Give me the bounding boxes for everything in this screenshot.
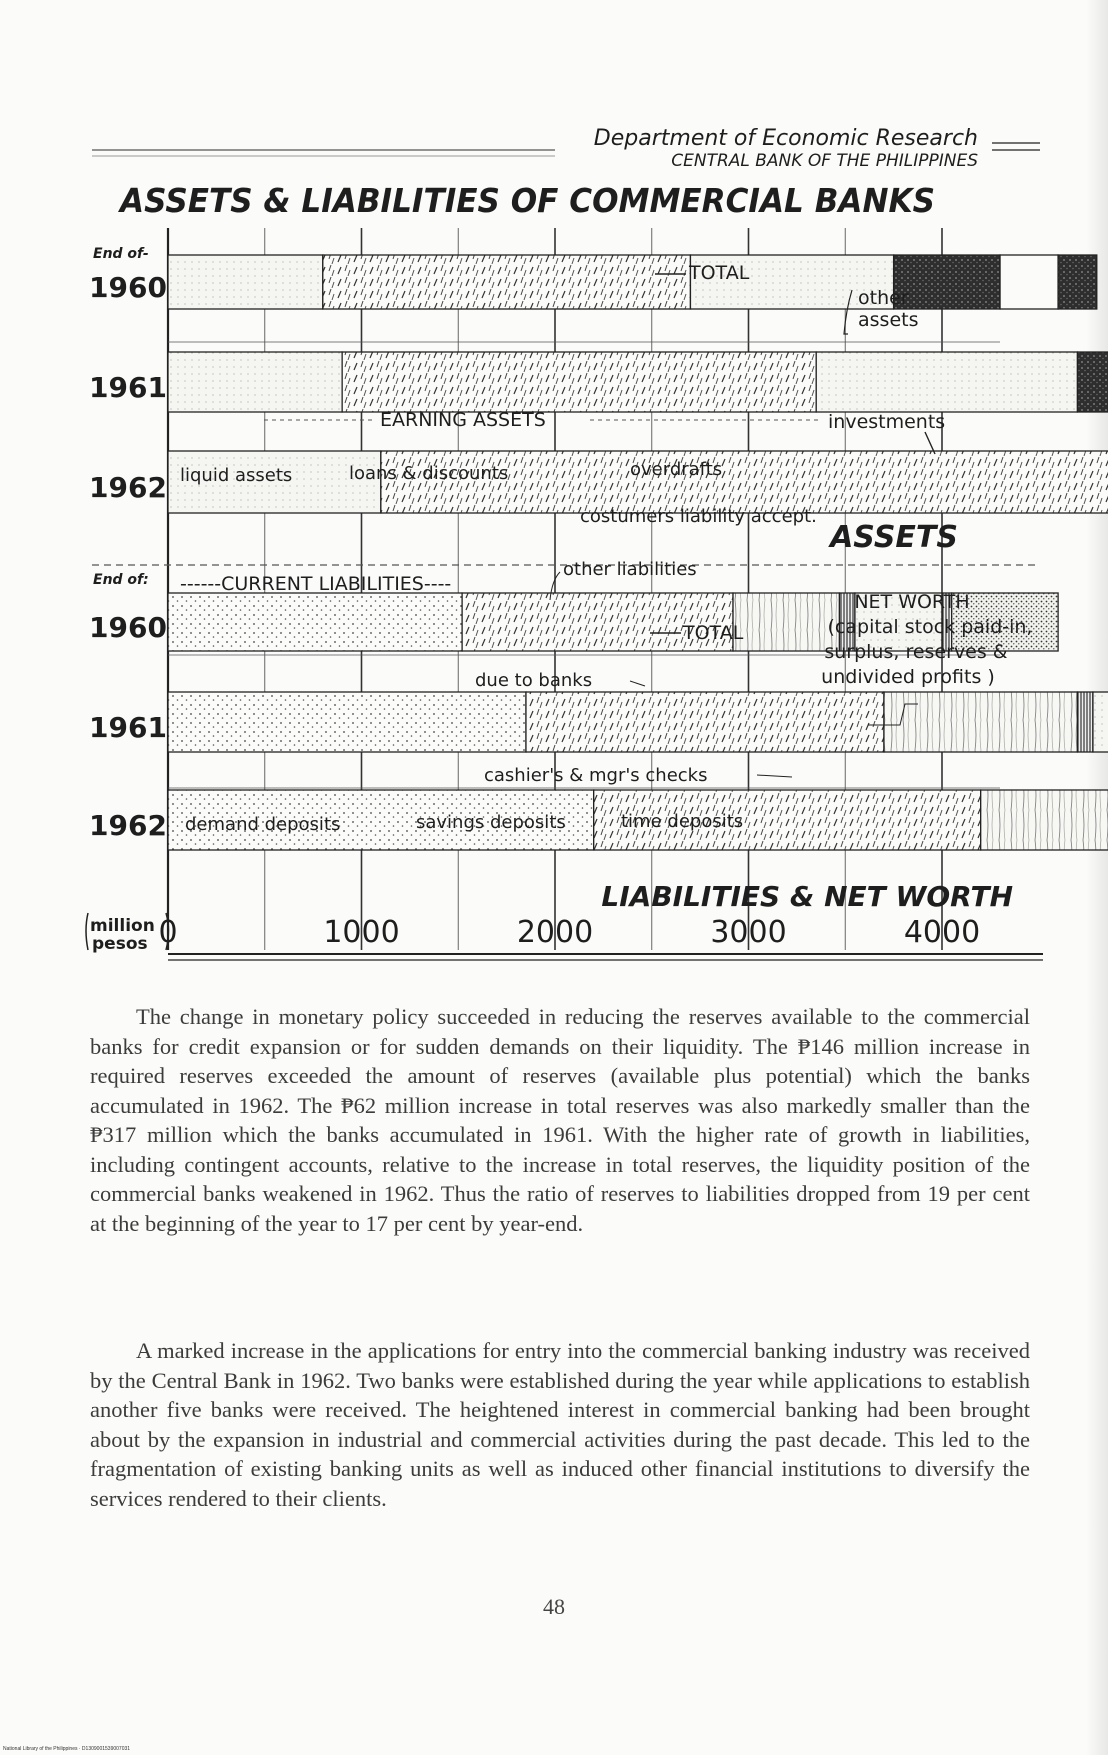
liabilities-bar-demand (168, 593, 462, 651)
assets-bar-overdrafts (816, 352, 1077, 412)
x-axis-label-million: million (90, 916, 155, 936)
year-label-liabilities: 1961 (89, 711, 167, 744)
liabilities-bar-due (1077, 692, 1092, 752)
assets-bar-loans (323, 255, 691, 309)
liabilities-bar-other (1093, 692, 1108, 752)
year-label-liabilities: 1960 (89, 611, 167, 644)
time-deposits-label: time deposits (621, 811, 744, 832)
paragraph-text: A marked increase in the applications for entry into the commercial banking industry was received by the Central Bank in 1962. Two banks were established during the year while applications to establish another five banks were received. The heightened interest in commercial banking had been brought about by the expansion in industrial and commercial activities during the past decade. This led to the fragmentation of existing banking units as well as induced other financial institutions to diversify the services rendered to their clients. (90, 1338, 1030, 1511)
assets-section-label: ASSETS (830, 520, 958, 555)
year-labels (89, 271, 167, 842)
liabilities-bar-savings (526, 692, 884, 752)
liabilities-section-label: LIABILITIES & NET WORTH (601, 880, 1013, 913)
paragraph-banking-applications (90, 1336, 1030, 1513)
x-axis-tick-label: 3000 (710, 915, 787, 950)
liquid-assets-label: liquid assets (180, 465, 293, 486)
other-assets-annotation-line2: assets (858, 309, 919, 331)
overdrafts-label: overdrafts (630, 459, 723, 480)
year-label-assets: 1962 (89, 471, 167, 504)
department-label: Department of Economic Research (593, 126, 978, 151)
current-liabilities-label: ------CURRENT LIABILITIES---- (180, 573, 452, 595)
x-axis-tick-label: 4000 (903, 915, 981, 950)
net-worth-annotation-title: NET WORTH (854, 591, 970, 613)
net-worth-annotation-line4: undivided profits ) (821, 666, 995, 688)
paragraph-text: The change in monetary policy succeeded in reducing the reserves available to the commercial banks for credit expansion or for sudden demands on their liquidity. The ₱146 million increase in required reserves exceeded the amount of reserves (available plus potential) which the banks accumulated in 1962. The ₱62 million increase in total reserves was also markedly smaller than the ₱317 million which the banks accumulated in 1961. With the higher rate of growth in liabilities, including contingent accounts, relative to the increase in total reserves, the liquidity position of the commercial banks weakened in 1962. Thus the ratio of reserves to liabilities dropped from 19 per cent at the beginning of the year to 17 per cent by year-end. (90, 1004, 1030, 1236)
x-axis-tick-labels (158, 915, 980, 950)
year-label-liabilities: 1962 (89, 809, 167, 842)
loans-discounts-label: loans & discounts (349, 463, 509, 484)
x-axis-tick-label: 1000 (323, 915, 400, 950)
x-axis-label-pesos: pesos (92, 934, 148, 954)
assets-bar-investments (1077, 352, 1108, 412)
investments-annotation: investments (828, 411, 946, 433)
liabilities-bar-time (981, 790, 1108, 850)
demand-deposits-label: demand deposits (185, 814, 341, 835)
liabilities-bar-time (884, 692, 1077, 752)
assets-total-annotation: TOTAL (689, 262, 750, 284)
assets-period-label: End of- (93, 246, 149, 262)
x-axis-label-paren-left (86, 913, 88, 950)
chart-title: ASSETS & LIABILITIES OF COMMERCIAL BANKS (117, 181, 935, 220)
footer-credit: National Library of the Philippines · D1309001539007031 (3, 1746, 131, 1752)
assets-bar-loans (342, 352, 816, 412)
savings-deposits-label: savings deposits (416, 812, 566, 833)
earning-assets-label: EARNING ASSETS (380, 409, 546, 431)
assets-bar-liquid (168, 352, 342, 412)
other-liabilities-annotation: other liabilities (563, 559, 697, 580)
other-assets-annotation-line1: other (858, 287, 909, 309)
assets-bar-liquid (168, 255, 323, 309)
cashiers-checks-pointer (757, 775, 792, 777)
page-number: 48 (543, 1594, 565, 1619)
due-to-banks-annotation: due to banks (475, 670, 593, 691)
net-worth-annotation-line3: surplus, reserves & (824, 641, 1008, 663)
paragraph-monetary-policy (90, 1002, 1030, 1238)
liabilities-total-annotation: TOTAL (683, 622, 744, 644)
liabilities-period-label: End of: (93, 572, 149, 588)
customers-liability-label: costumers liability accept. (580, 506, 817, 527)
net-worth-annotation-line2: (capital stock paid-in, (827, 616, 1033, 638)
year-label-assets: 1960 (89, 271, 167, 304)
assets-bar-costumers (1000, 255, 1058, 309)
due-to-banks-pointer (630, 681, 645, 686)
x-axis-tick-label: 0 (158, 915, 178, 950)
liabilities-bar-demand (168, 692, 526, 752)
cashiers-checks-annotation: cashier's & mgr's checks (484, 765, 708, 786)
bank-label: CENTRAL BANK OF THE PHILIPPINES (671, 151, 978, 171)
assets-bar-other (1058, 255, 1097, 309)
x-axis-tick-label: 2000 (516, 915, 594, 950)
assets-bar-investments (894, 255, 1000, 309)
stacked-bars (168, 255, 1108, 850)
year-label-assets: 1961 (89, 371, 167, 404)
